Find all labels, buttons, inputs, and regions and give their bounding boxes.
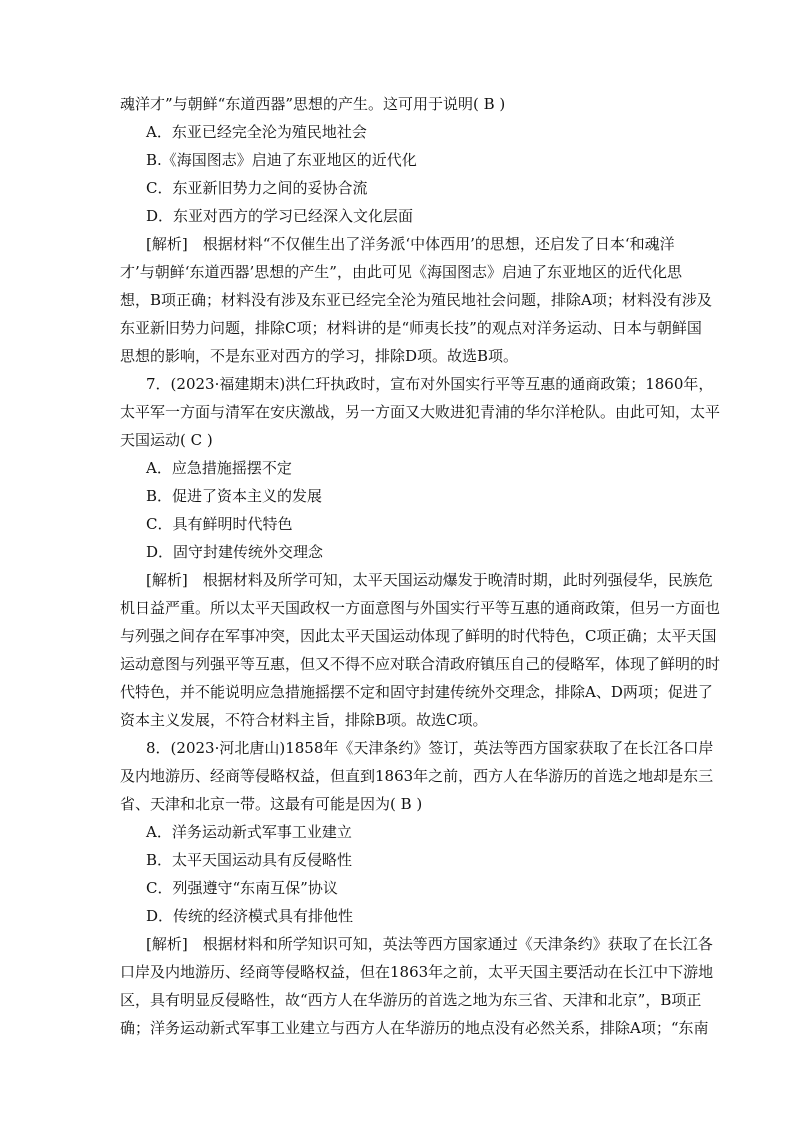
q8-analysis-line: 区，具有明显反侵略性，故“西方人在华游历的首选之地为东三省、天津和北京”，B项正 [120,991,702,1009]
q8-stem: 及内地游历、经商等侵略权益，但直到1863年之前，西方人在华游历的首选之地却是东三 [120,767,714,785]
q8-option-a: A．洋务运动新式军事工业建立 [146,823,352,841]
q6-analysis-line: 想，B项正确；材料没有涉及东亚已经完全沦为殖民地社会问题，排除A项；材料没有涉及 [120,291,712,309]
q7-analysis-line: [解析] 根据材料及所学可知，太平天国运动爆发于晚清时期，此时列强侵华，民族危 [146,571,713,589]
q8-option-b: B．太平天国运动具有反侵略性 [146,851,353,869]
q8-analysis-line: 口岸及内地游历、经商等侵略权益，但在1863年之前，太平天国主要活动在长江中下游地 [120,963,714,981]
q8-analysis-line: 确；洋务运动新式军事工业建立与西方人在华游历的地点没有必然关系，排除A项；“东南 [120,1019,709,1037]
q6-option-a: A．东亚已经完全沦为殖民地社会 [146,123,367,141]
q6-option-c: C．东亚新旧势力之间的妥协合流 [146,179,368,197]
q8-stem: 8．(2023·河北唐山)1858年《天津条约》签订，英法等西方国家获取了在长江各口岸 [146,739,714,757]
q8-option-d: D．传统的经济模式具有排他性 [146,907,354,925]
q6-analysis-line: 才’与朝鲜‘东道西器’思想的产生”，由此可见《海国图志》启迪了东亚地区的近代化思 [120,263,682,281]
q8-stem: 省、天津和北京一带。这最有可能是因为( B ) [120,795,423,813]
q6-option-d: D．东亚对西方的学习已经深入文化层面 [146,207,414,225]
q7-stem: 天国运动( C ) [120,431,213,449]
q7-stem: 7．(2023·福建期末)洪仁玕执政时，宣布对外国实行平等互惠的通商政策；1860年， [146,375,714,393]
q6-analysis-line: 东亚新旧势力问题，排除C项；材料讲的是“师夷长技”的观点对洋务运动、日本与朝鲜国 [120,319,702,337]
q7-option-b: B．促进了资本主义的发展 [146,487,323,505]
q7-analysis-line: 运动意图与列强平等互惠，但又不得不应对联合清政府镇压自己的侵略军，体现了鲜明的时 [120,655,721,673]
q7-analysis-line: 代特色，并不能说明应急措施摇摆不定和固守封建传统外交理念，排除A、D两项；促进了 [120,683,713,701]
q8-option-c: C．列强遵守“东南互保”协议 [146,879,338,897]
q7-option-d: D．固守封建传统外交理念 [146,543,324,561]
q7-analysis-line: 资本主义发展，不符合材料主旨，排除B项。故选C项。 [120,711,488,729]
q7-option-c: C．具有鲜明时代特色 [146,515,293,533]
q7-analysis-line: 与列强之间存在军事冲突，因此太平天国运动体现了鲜明的时代特色，C项正确；太平天国 [120,627,717,645]
q8-analysis-line: [解析] 根据材料和所学知识可知，英法等西方国家通过《天津条约》获取了在长江各 [146,935,713,953]
q6-analysis-line: [解析] 根据材料“不仅催生出了洋务派‘中体西用’的思想，还启发了日本‘和魂洋 [146,235,675,253]
q6-stem-tail: 魂洋才”与朝鲜“东道西器”思想的产生。这可用于说明( B ) [120,95,506,113]
q7-analysis-line: 机日益严重。所以太平天国政权一方面意图与外国实行平等互惠的通商政策，但另一方面也 [120,599,721,617]
q6-option-b: B.《海国图志》启迪了东亚地区的近代化 [146,151,417,169]
q6-analysis-line: 思想的影响，不是东亚对西方的学习，排除D项。故选B项。 [120,347,519,365]
q7-option-a: A．应急措施摇摆不定 [146,459,292,477]
q7-stem: 太平军一方面与清军在安庆激战，另一方面又大败进犯青浦的华尔洋枪队。由此可知，太平 [120,403,721,421]
